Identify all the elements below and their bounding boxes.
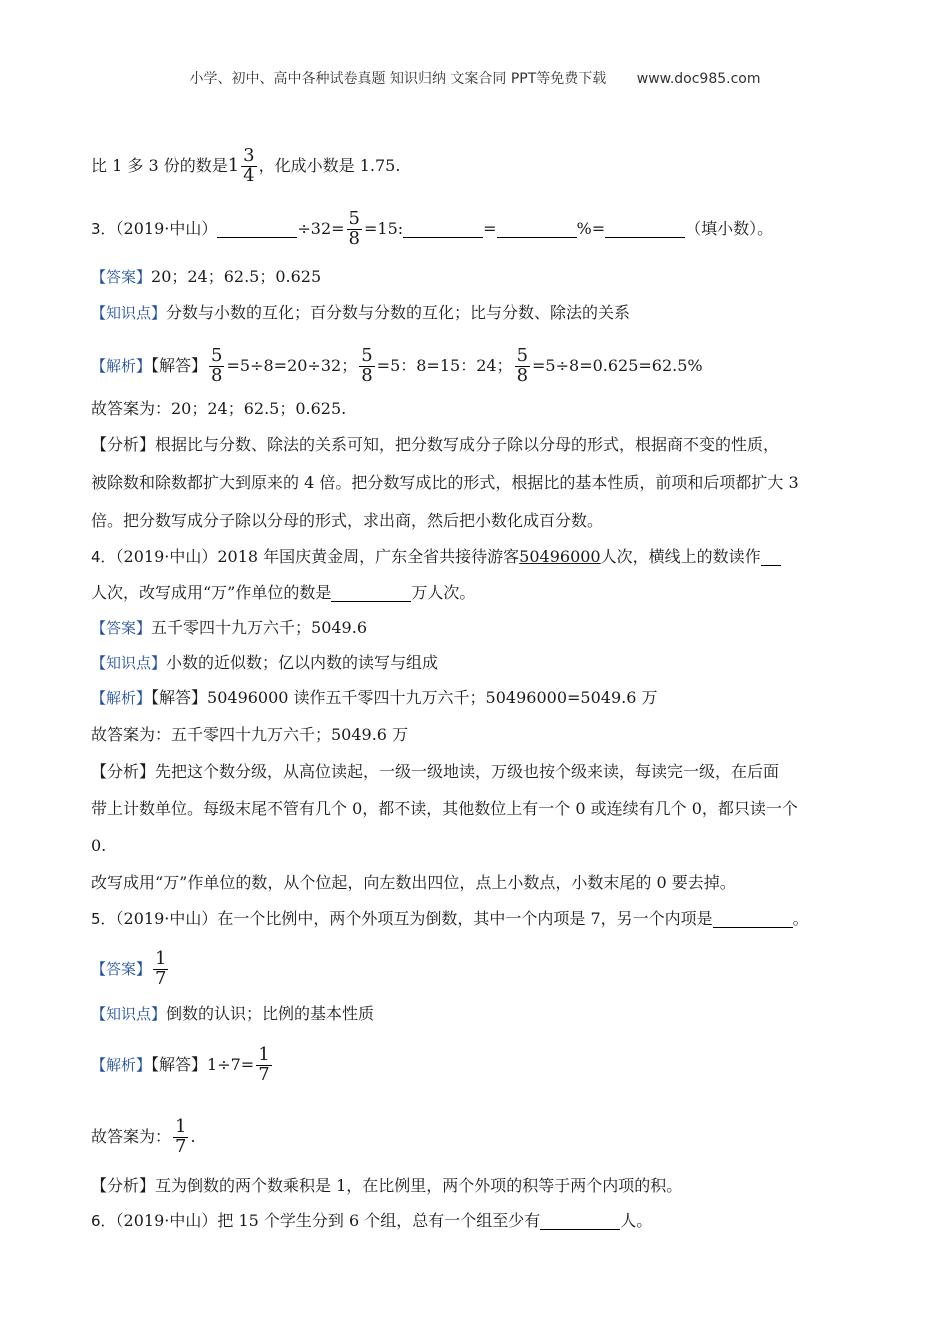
q5-answer: 【答案】 $\frac{1}{7}$ bbox=[91, 948, 167, 989]
intro-line: 比 1 多 3 份的数是1 $\frac{3}{4}$ ，化成小数是 1.75. bbox=[91, 145, 401, 186]
q3-knowledge-point: 【知识点】分数与小数的互化；百分数与分数的互化；比与分数、除法的关系 bbox=[91, 303, 631, 322]
q4-fenxi-4: 改写成用“万”作单位的数，从个位起，向左数出四位，点上小数点，小数末尾的 0 要去掉。 bbox=[91, 873, 736, 892]
answer-blank[interactable] bbox=[713, 909, 793, 928]
q3-fenxi-2: 被除数和除数都扩大到原来的 4 倍。把分数写成比的形式，根据比的基本性质，前项和后项都扩大 3 bbox=[91, 473, 799, 492]
q4-analysis: 【解析】【解答】50496000 读作五千零四十九万六千；50496000=5049.6 万 bbox=[91, 688, 658, 707]
answer-blank[interactable] bbox=[497, 219, 577, 238]
q4-knowledge-point: 【知识点】小数的近似数；亿以内数的读写与组成 bbox=[91, 653, 439, 672]
q3-fenxi-3: 倍。把分数写成分子除以分母的形式，求出商，然后把小数化成百分数。 bbox=[91, 511, 604, 530]
question-3: 3．（2019·中山） ÷32= $\frac{5}{8}$ =15: = %= （填小数）。 bbox=[91, 208, 774, 249]
q4-fenxi-1: 【分析】先把这个数分级，从高位读起，一级一级地读，万级也按个级来读，每读完一级，在后面 bbox=[91, 762, 780, 781]
answer-blank[interactable] bbox=[540, 1211, 620, 1230]
q5-knowledge-point: 【知识点】倒数的认识；比例的基本性质 bbox=[91, 1004, 375, 1023]
q5-conclusion: 故答案为： $\frac{1}{7}$ . bbox=[91, 1116, 196, 1157]
answer-blank[interactable] bbox=[403, 219, 483, 238]
question-4-cont: 人次，改写成用“万”作单位的数是 万人次。 bbox=[91, 583, 476, 602]
q4-fenxi-3: 0. bbox=[91, 836, 107, 855]
q5-analysis: 【解析】【解答】1÷7= $\frac{1}{7}$ bbox=[91, 1044, 270, 1085]
q3-analysis: 【解析】【解答】 $\frac{5}{8}$ =5÷8=20÷32； $\frac{5}{8}$ =5：8=15：24； $\frac{5}{8}$ =5÷8=0.625=62.5% bbox=[91, 345, 703, 386]
underlined-number: 50496000 bbox=[519, 547, 601, 566]
q4-answer: 【答案】五千零四十九万六千；5049.6 bbox=[91, 618, 368, 637]
question-5: 5．（2019·中山）在一个比例中，两个外项互为倒数，其中一个内项是 7，另一个内项是 。 bbox=[91, 909, 809, 928]
answer-blank[interactable] bbox=[761, 547, 781, 566]
q4-fenxi-2: 带上计数单位。每级末尾不管有几个 0，都不读，其他数位上有一个 0 或连续有几个 0，都只读一个 bbox=[91, 799, 798, 818]
header-site: www.doc985.com bbox=[636, 71, 761, 87]
page-header bbox=[0, 68, 950, 88]
header-text: 小学、初中、高中各种试卷真题 知识归纳 文案合同 PPT等免费下载 bbox=[189, 71, 607, 87]
q4-conclusion: 故答案为：五千零四十九万六千；5049.6 万 bbox=[91, 725, 409, 744]
mixed-fraction: $\frac{3}{4}$ bbox=[243, 145, 255, 186]
question-4: 4．（2019·中山）2018 年国庆黄金周，广东全省共接待游客50496000人次，横线上的数读作 bbox=[91, 546, 890, 568]
q3-fenxi-1: 【分析】根据比与分数、除法的关系可知，把分数写成分子除以分母的形式，根据商不变的性质， bbox=[91, 435, 780, 454]
question-6: 6．（2019·中山）把 15 个学生分到 6 个组，总有一个组至少有 人。 bbox=[91, 1211, 653, 1230]
q5-fenxi: 【分析】互为倒数的两个数乘积是 1，在比例里，两个外项的积等于两个内项的积。 bbox=[91, 1176, 683, 1195]
q3-conclusion: 故答案为：20；24；62.5；0.625. bbox=[91, 399, 347, 418]
fraction: $\frac{5}{8}$ bbox=[348, 208, 360, 249]
answer-blank[interactable] bbox=[331, 583, 411, 602]
q3-answer: 【答案】20；24；62.5；0.625 bbox=[91, 267, 322, 286]
answer-blank[interactable] bbox=[605, 219, 685, 238]
answer-blank[interactable] bbox=[217, 219, 297, 238]
